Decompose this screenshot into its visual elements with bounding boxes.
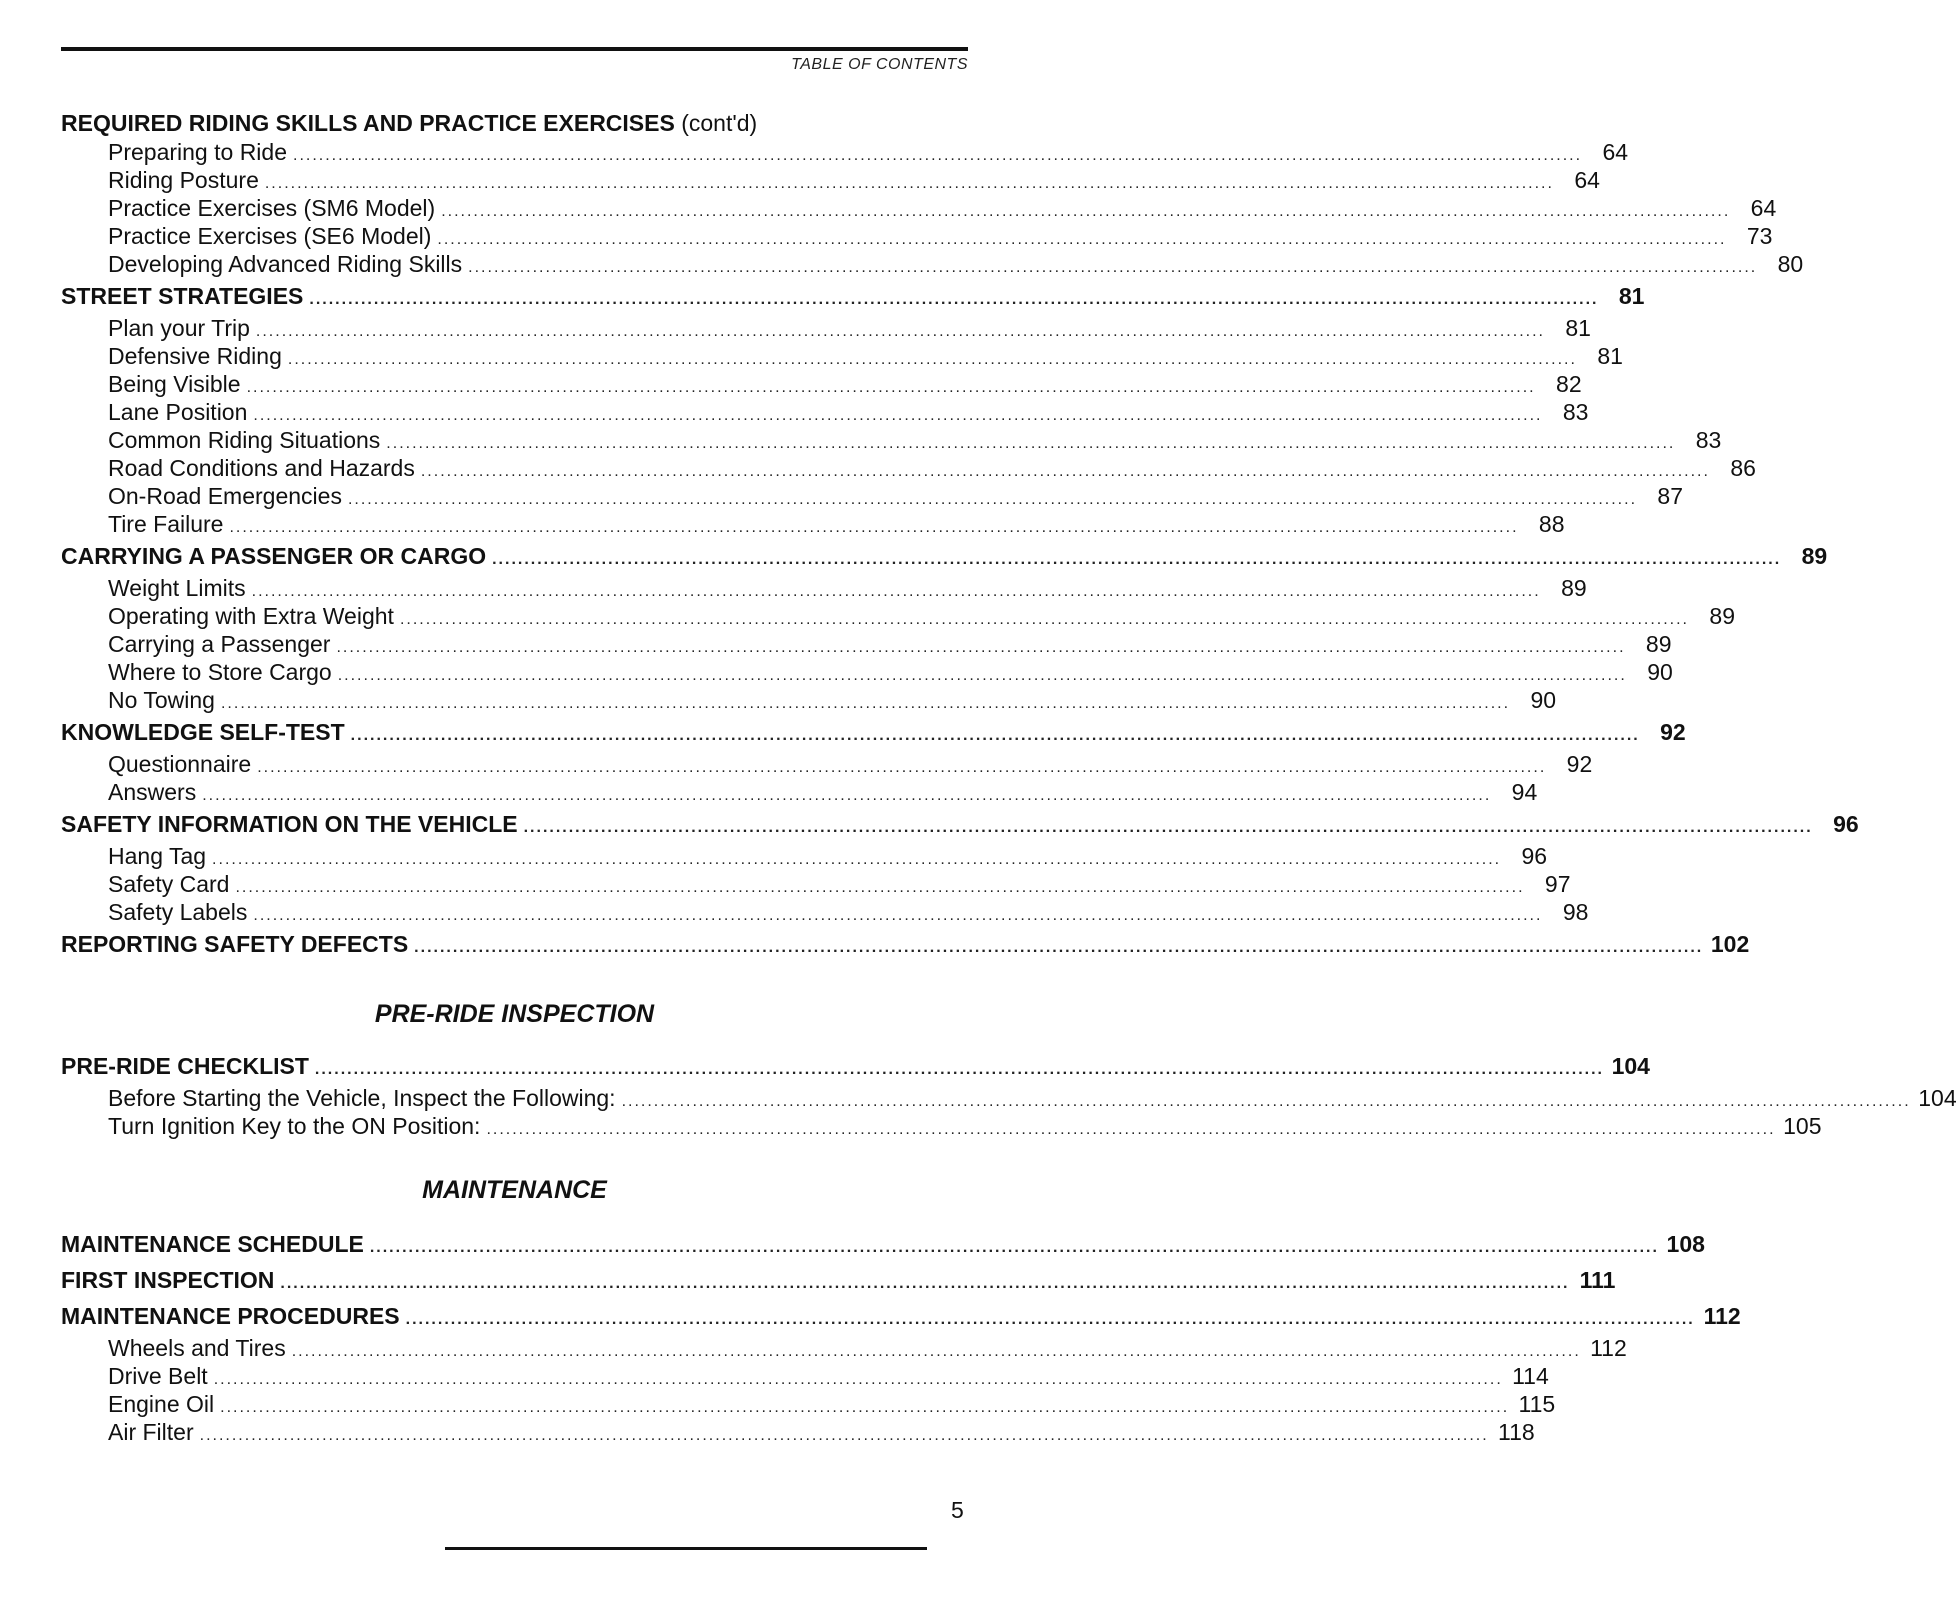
top-rule [61, 47, 968, 51]
toc-item[interactable] [61, 398, 1589, 426]
toc-item-page: 64 [1574, 167, 1600, 193]
toc-item-page: 90 [1530, 687, 1557, 713]
leader-dots: ........................................................................................................................................................................................................ [213, 1371, 1503, 1388]
toc-item-page: 83 [1562, 399, 1589, 425]
toc-item-page: 89 [1645, 631, 1672, 657]
running-header: TABLE OF CONTENTS [791, 56, 968, 73]
toc-item-label: Being Visible [108, 371, 241, 397]
section-title: PRE-RIDE CHECKLIST [61, 1053, 309, 1079]
page-number: 5 [951, 1497, 964, 1523]
toc-item-page: 96 [1521, 843, 1548, 869]
leader-dots: ........................................................................................................................................................................................................ [255, 323, 1545, 340]
toc-item[interactable] [61, 686, 1557, 714]
leader-dots: ........................................................................................................................................................................................................ [220, 695, 1511, 712]
leader-dots: ........................................................................................................................................................................................................ [621, 1093, 1911, 1110]
toc-item[interactable] [61, 898, 1589, 926]
leader-dots: ........................................................................................................................................................................................................ [347, 491, 1638, 508]
bottom-rule [445, 1547, 927, 1550]
toc-item[interactable] [61, 1334, 1627, 1362]
leader-dots: ........................................................................................................................................................................................................ [414, 939, 1704, 956]
section-page: 92 [1660, 719, 1686, 745]
leader-dots: ........................................................................................................................................................................................................ [405, 1311, 1695, 1328]
toc-item-label: Safety Labels [108, 899, 248, 925]
toc-item[interactable] [61, 510, 1565, 538]
toc-item-page: 81 [1597, 343, 1623, 369]
toc-item-page: 64 [1602, 139, 1629, 165]
toc-item-label: Preparing to Ride [108, 139, 287, 165]
toc-item-label: Before Starting the Vehicle, Inspect the Following: [108, 1085, 616, 1111]
leader-dots: ........................................................................................................................................................................................................ [350, 727, 1640, 744]
section-title: MAINTENANCE PROCEDURES [61, 1303, 400, 1329]
toc-item-page: 94 [1511, 779, 1538, 805]
section-page: 111 [1579, 1267, 1616, 1293]
section-title: KNOWLEDGE SELF-TEST [61, 719, 345, 745]
leader-dots: ........................................................................................................................................................................................................ [309, 291, 1599, 308]
leader-dots: ........................................................................................................................................................................................................ [337, 667, 1627, 684]
toc-item-page: 64 [1750, 195, 1777, 221]
toc-item[interactable] [61, 250, 1804, 278]
toc-section-pre-ride-checklist[interactable] [61, 1048, 1650, 1084]
toc-item-page: 73 [1746, 223, 1773, 249]
section-title: REPORTING SAFETY DEFECTS [61, 931, 409, 957]
leader-dots: ........................................................................................................................................................................................................ [386, 435, 1676, 452]
toc-item-page: 114 [1512, 1363, 1549, 1389]
toc-item-label: Answers [108, 779, 197, 805]
section-title: FIRST INSPECTION [61, 1267, 275, 1293]
leader-dots: ........................................................................................................................................................................................................ [280, 1275, 1570, 1292]
toc-item-label: Air Filter [108, 1419, 194, 1445]
section-page: 104 [1611, 1053, 1650, 1079]
toc-item-page: 115 [1518, 1391, 1556, 1417]
toc-item-page: 98 [1562, 899, 1589, 925]
toc-item[interactable] [61, 166, 1600, 194]
section-title: CARRYING A PASSENGER OR CARGO [61, 543, 487, 569]
section-page: 89 [1801, 543, 1828, 569]
toc-item[interactable] [61, 1362, 1549, 1390]
toc-item[interactable] [61, 370, 1582, 398]
toc-section-reporting-safety-defects[interactable] [61, 926, 1750, 962]
spacer [61, 1207, 968, 1226]
toc-item[interactable] [61, 194, 1777, 222]
toc-item-label: On-Road Emergencies [108, 483, 342, 509]
leader-dots: ........................................................................................................................................................................................................ [253, 907, 1543, 924]
toc-item[interactable] [61, 482, 1684, 510]
toc-item-label: Defensive Riding [108, 343, 282, 369]
leader-dots: ........................................................................................................................................................................................................ [251, 583, 1541, 600]
leader-dots: ........................................................................................................................................................................................................ [336, 639, 1626, 656]
toc-item-label: Road Conditions and Hazards [108, 455, 415, 481]
toc-item[interactable] [61, 574, 1587, 602]
leader-dots: ........................................................................................................................................................................................................ [202, 787, 1492, 804]
toc-item-page: 92 [1566, 751, 1593, 777]
section-note: (cont'd) [681, 110, 758, 136]
toc-item-page: 104 [1918, 1085, 1957, 1111]
toc-item[interactable] [61, 314, 1591, 342]
toc-item-label: Hang Tag [108, 843, 207, 869]
toc-item-label: Drive Belt [108, 1363, 208, 1389]
toc-item[interactable] [61, 1084, 1957, 1112]
leader-dots: ........................................................................................................................................................................................................ [486, 1121, 1776, 1138]
toc-item[interactable] [61, 454, 1756, 482]
toc-section-maintenance-schedule[interactable] [61, 1226, 1705, 1262]
toc-item-label: Carrying a Passenger [108, 631, 331, 657]
toc-item-page: 118 [1498, 1419, 1535, 1445]
toc-section-required-riding-skills[interactable] [61, 108, 968, 138]
toc-section-safety-information[interactable] [61, 806, 1859, 842]
toc-item[interactable] [61, 602, 1735, 630]
toc-item-label: Where to Store Cargo [108, 659, 332, 685]
toc-item-label: Weight Limits [108, 575, 246, 601]
leader-dots: ........................................................................................................................................................................................................ [264, 175, 1554, 192]
toc-item-page: 97 [1544, 871, 1571, 897]
toc-item[interactable] [61, 778, 1538, 806]
toc-item[interactable] [61, 342, 1623, 370]
section-title: REQUIRED RIDING SKILLS AND PRACTICE EXERCISES [61, 110, 675, 136]
toc-item-label: Lane Position [108, 399, 248, 425]
spacer [61, 962, 968, 997]
toc-item-page: 90 [1647, 659, 1673, 685]
leader-dots: ........................................................................................................................................................................................................ [220, 1399, 1510, 1416]
leader-dots: ........................................................................................................................................................................................................ [235, 879, 1525, 896]
toc-item-page: 88 [1538, 511, 1565, 537]
spacer [61, 1031, 968, 1048]
toc-item[interactable] [61, 426, 1722, 454]
part-heading-pre-ride-inspection: PRE-RIDE INSPECTION [374, 1000, 655, 1028]
toc-section-carrying-passenger[interactable] [61, 538, 1828, 574]
toc-item[interactable] [61, 658, 1673, 686]
leader-dots: ........................................................................................................................................................................................................ [437, 231, 1727, 248]
leader-dots: ........................................................................................................................................................................................................ [246, 379, 1536, 396]
leader-dots: ........................................................................................................................................................................................................ [212, 851, 1502, 868]
toc-item-label: Questionnaire [108, 751, 252, 777]
leader-dots: ........................................................................................................................................................................................................ [293, 147, 1583, 164]
table-of-contents [61, 108, 1957, 1446]
toc-item[interactable] [61, 750, 1593, 778]
section-page: 108 [1666, 1231, 1705, 1257]
leader-dots: ........................................................................................................................................................................................................ [523, 819, 1813, 836]
section-page: 102 [1710, 931, 1750, 957]
toc-item-label: Safety Card [108, 871, 230, 897]
toc-section-first-inspection[interactable] [61, 1262, 1616, 1298]
section-page: 96 [1833, 811, 1859, 837]
leader-dots: ........................................................................................................................................................................................................ [229, 519, 1519, 536]
toc-item-page: 80 [1777, 251, 1804, 277]
toc-item-page: 112 [1590, 1335, 1627, 1361]
toc-item[interactable] [61, 1390, 1556, 1418]
leader-dots: ........................................................................................................................................................................................................ [314, 1061, 1604, 1078]
leader-dots: ........................................................................................................................................................................................................ [257, 759, 1547, 776]
section-title: STREET STRATEGIES [61, 283, 304, 309]
toc-item-label: Riding Posture [108, 167, 259, 193]
toc-section-maintenance-procedures[interactable] [61, 1298, 1741, 1334]
toc-section-street-strategies[interactable] [61, 278, 1645, 314]
toc-item-label: Plan your Trip [108, 315, 250, 341]
toc-item[interactable] [61, 842, 1548, 870]
toc-item-label: Operating with Extra Weight [108, 603, 394, 629]
toc-item-label: Practice Exercises (SE6 Model) [108, 223, 432, 249]
leader-dots: ........................................................................................................................................................................................................ [468, 259, 1758, 276]
toc-item[interactable] [61, 1112, 1822, 1140]
toc-item-page: 81 [1565, 315, 1591, 341]
leader-dots: ........................................................................................................................................................................................................ [369, 1239, 1659, 1256]
toc-item-page: 89 [1709, 603, 1735, 629]
toc-item-label: Engine Oil [108, 1391, 215, 1417]
section-page: 112 [1703, 1303, 1741, 1329]
toc-item[interactable] [61, 222, 1773, 250]
spacer [61, 1140, 968, 1173]
toc-item-label: Developing Advanced Riding Skills [108, 251, 463, 277]
part-heading-maintenance: MAINTENANCE [422, 1176, 607, 1204]
leader-dots: ........................................................................................................................................................................................................ [253, 407, 1543, 424]
toc-item-label: Common Riding Situations [108, 427, 381, 453]
toc-item-page: 86 [1730, 455, 1756, 481]
toc-item-label: Turn Ignition Key to the ON Position: [108, 1113, 481, 1139]
toc-item[interactable] [61, 630, 1672, 658]
toc-section-knowledge-self-test[interactable] [61, 714, 1686, 750]
toc-item-label: Practice Exercises (SM6 Model) [108, 195, 436, 221]
leader-dots: ........................................................................................................................................................................................................ [291, 1343, 1581, 1360]
leader-dots: ........................................................................................................................................................................................................ [287, 351, 1577, 368]
leader-dots: ........................................................................................................................................................................................................ [492, 551, 1782, 568]
toc-item-page: 105 [1783, 1113, 1822, 1139]
section-title: MAINTENANCE SCHEDULE [61, 1231, 364, 1257]
toc-item[interactable] [61, 1418, 1535, 1446]
leader-dots: ........................................................................................................................................................................................................ [199, 1427, 1489, 1444]
toc-item-page: 87 [1657, 483, 1684, 509]
section-page: 81 [1618, 283, 1645, 309]
leader-dots: ........................................................................................................................................................................................................ [399, 611, 1689, 628]
toc-item-page: 83 [1695, 427, 1722, 453]
leader-dots: ........................................................................................................................................................................................................ [441, 203, 1731, 220]
toc-item-label: Tire Failure [108, 511, 224, 537]
toc-item[interactable] [61, 138, 1629, 166]
toc-item-page: 89 [1561, 575, 1587, 601]
toc-item[interactable] [61, 870, 1571, 898]
toc-item-label: No Towing [108, 687, 215, 713]
leader-dots: ........................................................................................................................................................................................................ [420, 463, 1710, 480]
toc-item-page: 82 [1556, 371, 1582, 397]
section-title: SAFETY INFORMATION ON THE VEHICLE [61, 811, 518, 837]
toc-item-label: Wheels and Tires [108, 1335, 286, 1361]
